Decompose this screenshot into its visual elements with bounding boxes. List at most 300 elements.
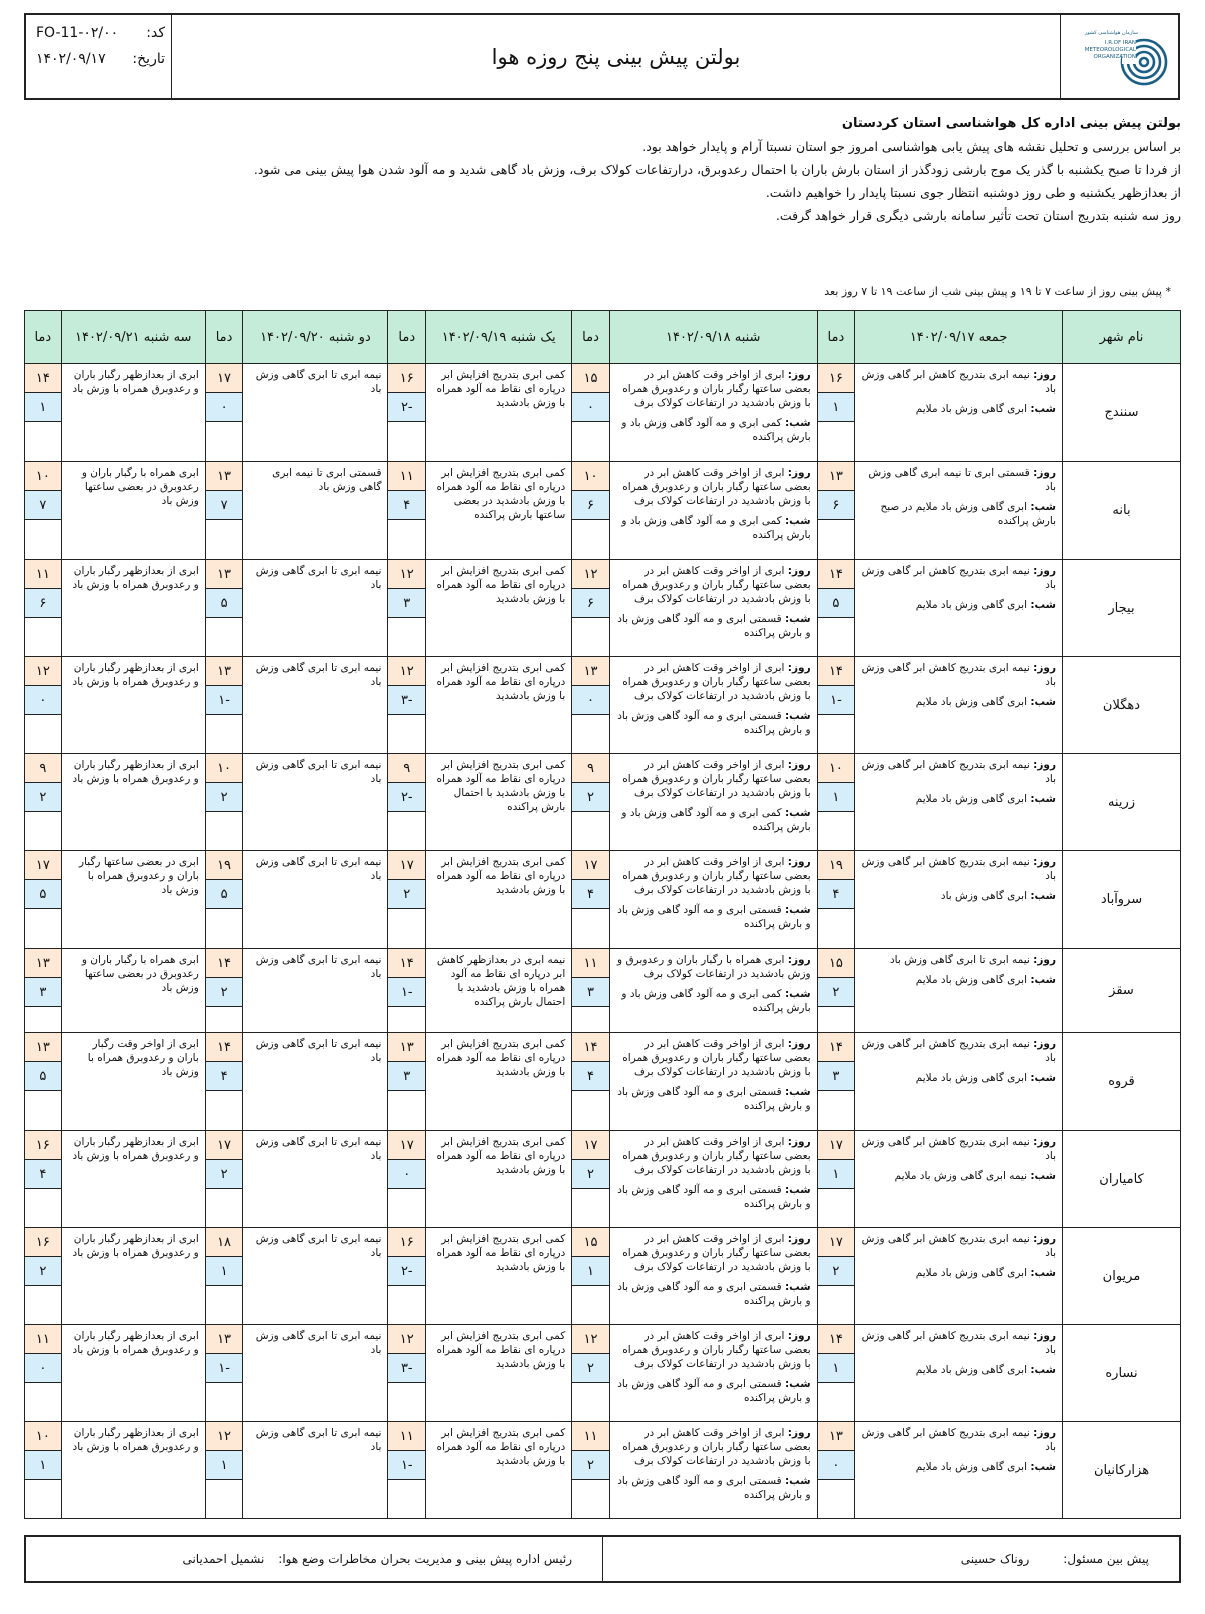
day-label: روز: (1033, 1038, 1056, 1050)
night-label: شب: (1030, 403, 1056, 415)
temp-cell (572, 1325, 610, 1422)
night-label: شب: (1030, 1170, 1056, 1182)
logo-text-3: ORGANIZATION (1093, 53, 1136, 60)
forecast-table (24, 310, 1181, 1519)
temp-cell (25, 1131, 62, 1228)
temp-cell (817, 1228, 855, 1325)
day-label: روز: (1033, 662, 1056, 674)
temp-cell (817, 364, 855, 462)
night-text: ابری گاهی وزش باد ملایم (915, 403, 1028, 415)
forecast-text: نیمه ابری تا ابری گاهی وزش باد (243, 1422, 388, 1519)
min-temp: ۲ (572, 1160, 609, 1189)
day-forecast (861, 1232, 1056, 1260)
min-temp: ۲ (206, 978, 243, 1007)
max-temp: ۹ (572, 754, 609, 783)
max-temp: ۱۷ (25, 851, 61, 880)
forecaster-cell (602, 1537, 1179, 1581)
max-temp: ۹ (25, 754, 61, 783)
night-text: ابری گاهی وزش باد ملایم (915, 974, 1028, 986)
day-forecast (861, 953, 1056, 967)
forecast-text (609, 560, 817, 657)
max-temp: ۱۱ (25, 560, 61, 589)
min-temp: ۰ (572, 686, 609, 715)
night-forecast (616, 903, 811, 931)
night-label: شب: (784, 1475, 811, 1487)
day-text: نیمه ابری بتدریج کاهش ابر گاهی وزش باد (861, 1427, 1056, 1453)
max-temp: ۱۳ (206, 462, 243, 491)
night-text: ابری گاهی وزش باد (940, 890, 1028, 902)
min-temp: ۲ (818, 978, 855, 1007)
night-label: شب: (1030, 1461, 1056, 1473)
forecast-text: کمی ابری بتدریج افزایش ابر درپاره ای نقاط مه آلود همراه با وزش بادشدید (426, 851, 572, 949)
temp-cell (205, 851, 243, 949)
forecast-text: کمی ابری بتدریج افزایش ابر درپاره ای نقاط مه آلود همراه با وزش بادشدید در بعضی ساعتها بارش پراکنده (426, 462, 572, 560)
signature-footer (24, 1535, 1181, 1583)
forecast-text (855, 1033, 1063, 1131)
night-label: شب: (784, 1086, 811, 1098)
min-temp: ۴ (388, 491, 425, 520)
max-temp: ۱۰ (572, 462, 609, 491)
table-row (25, 1131, 1181, 1228)
day-label: روز: (1033, 856, 1056, 868)
temp-cell (205, 462, 243, 560)
forecast-text: ابری از بعدازظهر رگبار باران و رعدوبرق همراه با وزش باد (61, 560, 205, 657)
day-forecast (861, 758, 1056, 786)
night-label: شب: (784, 613, 811, 625)
temp-cell (817, 1325, 855, 1422)
forecast-text (609, 1422, 817, 1519)
forecast-text: کمی ابری بتدریج افزایش ابر درپاره ای نقاط مه آلود همراه با وزش بادشدید (426, 1131, 572, 1228)
max-temp: ۱۲ (388, 1325, 425, 1354)
max-temp: ۱۳ (572, 657, 609, 686)
min-temp: ۱ (572, 1257, 609, 1286)
forecast-text: ابری همراه با رگبار باران و رعدوبرق در بعضی ساعتها وزش باد (61, 949, 205, 1033)
max-temp: ۱۷ (388, 851, 425, 880)
night-label: شب: (1030, 890, 1056, 902)
table-row (25, 1325, 1181, 1422)
logo-text-2: METEOROLOGICAL (1084, 46, 1136, 53)
night-forecast (616, 987, 811, 1015)
night-forecast (616, 1280, 811, 1308)
forecast-text: ابری از بعدازظهر رگبار باران و رعدوبرق همراه با وزش باد (61, 754, 205, 851)
temp-cell (205, 560, 243, 657)
temp-cell (572, 1033, 610, 1131)
max-temp: ۱۲ (388, 560, 425, 589)
temp-cell (572, 851, 610, 949)
temp-cell (205, 364, 243, 462)
max-temp: ۱۰ (25, 1422, 61, 1451)
max-temp: ۱۲ (206, 1422, 243, 1451)
table-row (25, 754, 1181, 851)
max-temp: ۱۴ (25, 364, 61, 393)
night-label: شب: (1030, 599, 1056, 611)
night-label: شب: (784, 988, 811, 1000)
day-text: نیمه ابری بتدریج کاهش ابر گاهی وزش باد (861, 759, 1056, 785)
day-text: ابری از اواخر وقت کاهش ابر در بعضی ساعتها رگبار باران و رعدوبرق همراه با وزش بادشدید در ارتفاعات کولاک برف (622, 1038, 811, 1078)
night-label: شب: (784, 1281, 811, 1293)
temp-header: دما (388, 311, 426, 364)
min-temp: ۷ (206, 491, 243, 520)
table-row (25, 1422, 1181, 1519)
forecast-text (855, 364, 1063, 462)
min-temp: -۳ (388, 686, 425, 715)
min-temp: ۲ (206, 1160, 243, 1189)
min-temp: ۵ (206, 589, 243, 618)
day-forecast (616, 564, 811, 606)
day-text: ابری از اواخر وقت کاهش ابر در بعضی ساعتها رگبار باران و رعدوبرق همراه با وزش بادشدید در ارتفاعات کولاک برف (622, 565, 811, 605)
max-temp: ۱۳ (818, 462, 855, 491)
night-forecast (861, 792, 1056, 806)
min-temp: ۲ (818, 1257, 855, 1286)
date-value: ۱۴۰۲/۰۹/۱۷ (36, 51, 106, 67)
night-text: قسمتی ابری و مه آلود گاهی وزش باد و بارش پراکنده (617, 1184, 811, 1210)
max-temp: ۱۳ (388, 1033, 425, 1062)
max-temp: ۱۴ (818, 657, 855, 686)
night-label: شب: (784, 1184, 811, 1196)
forecast-text (609, 1033, 817, 1131)
night-label: شب: (1030, 501, 1056, 513)
max-temp: ۱۷ (572, 1131, 609, 1160)
day-label: روز: (787, 1330, 811, 1342)
day-text: نیمه ابری بتدریج کاهش ابر گاهی وزش باد (861, 1136, 1056, 1162)
forecast-text (855, 949, 1063, 1033)
temp-cell (205, 1325, 243, 1422)
min-temp: ۰ (25, 1354, 61, 1383)
min-temp: ۵ (25, 880, 61, 909)
forecast-text: نیمه ابری تا ابری گاهی وزش باد (243, 1033, 388, 1131)
forecast-text (609, 1228, 817, 1325)
max-temp: ۱۴ (206, 949, 243, 978)
forecast-text (609, 657, 817, 754)
table-row (25, 1228, 1181, 1325)
min-temp: ۶ (572, 589, 609, 618)
forecast-text (855, 1228, 1063, 1325)
table-row (25, 949, 1181, 1033)
temp-cell (572, 1228, 610, 1325)
page-title: بولتن پیش بینی پنج روزه هوا (491, 44, 741, 69)
max-temp: ۱۶ (25, 1228, 61, 1257)
min-temp: ۲ (206, 783, 243, 812)
day-text: ابری از اواخر وقت کاهش ابر در بعضی ساعتها رگبار باران و رعدوبرق همراه با وزش بادشدید در ارتفاعات کولاک برف (622, 369, 811, 409)
day-forecast (861, 1329, 1056, 1357)
day-text: ابری از اواخر وقت کاهش ابر در بعضی ساعتها رگبار باران و رعدوبرق همراه با وزش بادشدید در ارتفاعات کولاک برف (622, 467, 811, 507)
forecast-text: نیمه ابری تا ابری گاهی وزش باد (243, 949, 388, 1033)
night-label: شب: (784, 1378, 811, 1390)
temp-cell (572, 657, 610, 754)
city-name: سنندج (1063, 364, 1181, 462)
temp-cell (388, 462, 426, 560)
night-label: شب: (1030, 1072, 1056, 1084)
day-text: نیمه ابری بتدریج کاهش ابر گاهی وزش باد (861, 1233, 1056, 1259)
max-temp: ۱۴ (818, 560, 855, 589)
forecast-text: ابری از بعدازظهر رگبار باران و رعدوبرق همراه با وزش باد (61, 1131, 205, 1228)
day-text: ابری از اواخر وقت کاهش ابر در بعضی ساعتها رگبار باران و رعدوبرق همراه با وزش بادشدید در ارتفاعات کولاک برف (622, 759, 811, 799)
min-temp: ۲ (388, 880, 425, 909)
night-forecast (616, 806, 811, 834)
day-header: شنبه ۱۴۰۲/۰۹/۱۸ (609, 311, 817, 364)
temp-cell (25, 657, 62, 754)
day-forecast (616, 855, 811, 897)
forecast-text: کمی ابری بتدریج افزایش ابر درپاره ای نقاط مه آلود همراه با وزش بادشدید (426, 1033, 572, 1131)
temp-cell (25, 949, 62, 1033)
day-label: روز: (1033, 759, 1056, 771)
max-temp: ۱۶ (818, 364, 855, 393)
intro-line: از بعدازظهر یکشنبه و طی روز دوشنبه انتظار جوی نسبتا پایدار را خواهیم داشت. (765, 185, 1181, 200)
max-temp: ۱۱ (25, 1325, 61, 1354)
temp-cell (25, 1228, 62, 1325)
max-temp: ۱۷ (206, 1131, 243, 1160)
forecast-text: ابری از اواخر وقت رگبار باران و رعدوبرق همراه با وزش باد (61, 1033, 205, 1131)
max-temp: ۱۱ (388, 462, 425, 491)
night-forecast (861, 402, 1056, 416)
day-forecast (861, 368, 1056, 396)
night-forecast (616, 709, 811, 737)
min-temp: ۶ (818, 491, 855, 520)
max-temp: ۱۸ (206, 1228, 243, 1257)
night-text: قسمتی ابری و مه آلود گاهی وزش باد و بارش پراکنده (617, 1281, 811, 1307)
temp-cell (205, 1228, 243, 1325)
forecast-text: کمی ابری بتدریج افزایش ابر درپاره ای نقاط مه آلود همراه با وزش بادشدید (426, 657, 572, 754)
temp-cell (817, 560, 855, 657)
night-label: شب: (1030, 793, 1056, 805)
temp-cell (25, 1422, 62, 1519)
min-temp: ۱ (818, 393, 855, 422)
table-row (25, 560, 1181, 657)
min-temp: ۴ (572, 880, 609, 909)
temp-header: دما (25, 311, 62, 364)
city-header: نام شهر (1063, 311, 1181, 364)
temp-cell (388, 851, 426, 949)
day-text: قسمتی ابری تا نیمه ابری گاهی وزش باد (868, 467, 1056, 493)
night-text: ابری گاهی وزش باد ملایم (915, 793, 1028, 805)
max-temp: ۱۱ (572, 949, 609, 978)
intro-line: روز سه شنبه بتدریج استان تحت تأثیر سامانه بارشی دیگری قرار خواهد گرفت. (775, 208, 1181, 223)
min-temp: -۲ (388, 783, 425, 812)
temp-header: دما (572, 311, 610, 364)
temp-cell (817, 1422, 855, 1519)
min-temp: ۰ (206, 393, 243, 422)
table-row (25, 657, 1181, 754)
forecast-text: ابری از بعدازظهر رگبار باران و رعدوبرق همراه با وزش باد (61, 1422, 205, 1519)
min-temp: ۶ (25, 589, 61, 618)
night-forecast (616, 1377, 811, 1405)
night-text: ابری گاهی وزش باد ملایم (915, 1461, 1028, 1473)
table-header-row (25, 311, 1181, 364)
min-temp: ۳ (388, 1062, 425, 1091)
min-temp: ۱ (206, 1451, 243, 1480)
day-forecast (861, 466, 1056, 494)
day-text: نیمه ابری تا ابری گاهی وزش باد (889, 954, 1030, 966)
temp-cell (25, 1033, 62, 1131)
night-forecast (861, 1071, 1056, 1085)
max-temp: ۱۷ (572, 851, 609, 880)
day-label: روز: (787, 1233, 811, 1245)
max-temp: ۱۷ (388, 1131, 425, 1160)
day-forecast (616, 1232, 811, 1274)
min-temp: ۷ (25, 491, 61, 520)
day-forecast (861, 1426, 1056, 1454)
max-temp: ۱۶ (388, 364, 425, 393)
max-temp: ۱۲ (572, 1325, 609, 1354)
day-label: روز: (1033, 1136, 1056, 1148)
night-forecast (861, 1169, 1056, 1183)
temp-header: دما (817, 311, 855, 364)
city-name: دهگلان (1063, 657, 1181, 754)
min-temp: ۳ (818, 1062, 855, 1091)
city-name: بانه (1063, 462, 1181, 560)
day-forecast (861, 1135, 1056, 1163)
min-temp: -۱ (206, 1354, 243, 1383)
max-temp: ۱۴ (818, 1325, 855, 1354)
forecast-text (609, 1131, 817, 1228)
forecast-text (855, 560, 1063, 657)
day-label: روز: (787, 1136, 811, 1148)
temp-cell (388, 364, 426, 462)
forecast-text: نیمه ابری تا ابری گاهی وزش باد (243, 1325, 388, 1422)
code-date-box (26, 15, 172, 98)
temp-cell (388, 1422, 426, 1519)
bulletin-header (24, 13, 1180, 100)
forecast-text: ابری از بعدازظهر رگبار باران و رعدوبرق همراه با وزش باد (61, 1228, 205, 1325)
forecast-text: ابری از بعدازظهر رگبار باران و رعدوبرق همراه با وزش باد (61, 657, 205, 754)
table-row (25, 1033, 1181, 1131)
day-header: یک شنبه ۱۴۰۲/۰۹/۱۹ (426, 311, 572, 364)
day-label: روز: (1033, 954, 1056, 966)
day-forecast (616, 758, 811, 800)
date-label: تاریخ: (132, 51, 165, 67)
temp-cell (388, 1033, 426, 1131)
logo-text-fa: سازمان هواشناسی کشور (1084, 29, 1138, 36)
forecast-text (855, 462, 1063, 560)
forecast-text: کمی ابری بتدریج افزایش ابر درپاره ای نقاط مه آلود همراه با وزش بادشدید (426, 1228, 572, 1325)
forecast-text: ابری از بعدازظهر رگبار باران و رعدوبرق همراه با وزش باد (61, 364, 205, 462)
temp-cell (817, 462, 855, 560)
temp-cell (25, 364, 62, 462)
min-temp: ۱ (25, 1451, 61, 1480)
day-forecast (616, 661, 811, 703)
day-text: ابری از اواخر وقت کاهش ابر در بعضی ساعتها رگبار باران و رعدوبرق همراه با وزش بادشدید در ارتفاعات کولاک برف (622, 662, 811, 702)
min-temp: ۳ (572, 978, 609, 1007)
forecast-text (609, 1325, 817, 1422)
day-forecast (616, 953, 811, 981)
night-text: کمی ابری و مه آلود گاهی وزش باد و بارش پراکنده (621, 515, 811, 541)
day-label: روز: (787, 467, 811, 479)
forecast-text: ابری از بعدازظهر رگبار باران و رعدوبرق همراه با وزش باد (61, 1325, 205, 1422)
min-temp: ۲ (572, 783, 609, 812)
night-text: کمی ابری و مه آلود گاهی وزش باد و بارش پراکنده (621, 807, 811, 833)
max-temp: ۱۲ (25, 657, 61, 686)
min-temp: -۱ (388, 978, 425, 1007)
min-temp: -۱ (206, 686, 243, 715)
max-temp: ۱۶ (388, 1228, 425, 1257)
night-text: قسمتی ابری و مه آلود گاهی وزش باد و بارش پراکنده (617, 904, 811, 930)
temp-cell (817, 657, 855, 754)
forecast-text: نیمه ابری تا ابری گاهی وزش باد (243, 560, 388, 657)
night-text: قسمتی ابری و مه آلود گاهی وزش باد و بارش پراکنده (617, 1086, 811, 1112)
max-temp: ۱۵ (572, 364, 609, 393)
max-temp: ۱۳ (25, 949, 61, 978)
temp-cell (25, 754, 62, 851)
night-label: شب: (1030, 1267, 1056, 1279)
min-temp: ۲ (572, 1451, 609, 1480)
day-text: ابری از اواخر وقت کاهش ابر در بعضی ساعتها رگبار باران و رعدوبرق همراه با وزش بادشدید در ارتفاعات کولاک برف (622, 1233, 811, 1273)
night-forecast (861, 973, 1056, 987)
day-label: روز: (1033, 565, 1056, 577)
day-text: ابری از اواخر وقت کاهش ابر در بعضی ساعتها رگبار باران و رعدوبرق همراه با وزش بادشدید در ارتفاعات کولاک برف (622, 1330, 811, 1370)
night-forecast (861, 500, 1056, 528)
temp-cell (388, 949, 426, 1033)
max-temp: ۱۰ (25, 462, 61, 491)
min-temp: ۶ (572, 491, 609, 520)
min-temp: ۴ (25, 1160, 61, 1189)
code-label: کد: (146, 25, 165, 41)
forecast-text (609, 754, 817, 851)
city-name: کامیاران (1063, 1131, 1181, 1228)
temp-cell (205, 1033, 243, 1131)
day-label: روز: (787, 856, 811, 868)
night-text: کمی ابری و مه آلود گاهی وزش باد و بارش پراکنده (621, 988, 811, 1014)
night-text: ابری گاهی وزش باد ملایم (915, 599, 1028, 611)
forecast-text: کمی ابری بتدریج افزایش ابر درپاره ای نقاط مه آلود همراه با وزش بادشدید با احتمال بارش پراکنده (426, 754, 572, 851)
forecast-text: کمی ابری بتدریج افزایش ابر درپاره ای نقاط مه آلود همراه با وزش بادشدید (426, 364, 572, 462)
max-temp: ۱۶ (25, 1131, 61, 1160)
forecast-text: نیمه ابری تا ابری گاهی وزش باد (243, 657, 388, 754)
max-temp: ۱۴ (572, 1033, 609, 1062)
min-temp: -۳ (388, 1354, 425, 1383)
day-text: نیمه ابری بتدریج کاهش ابر گاهی وزش باد (861, 662, 1056, 688)
night-text: قسمتی ابری و مه آلود گاهی وزش باد و بارش پراکنده (617, 613, 811, 639)
max-temp: ۹ (388, 754, 425, 783)
night-text: ابری گاهی وزش باد ملایم (915, 1072, 1028, 1084)
temp-cell (388, 754, 426, 851)
day-text: نیمه ابری بتدریج کاهش ابر گاهی وزش باد (861, 565, 1056, 591)
night-label: شب: (784, 417, 811, 429)
max-temp: ۱۹ (818, 851, 855, 880)
forecast-text: کمی ابری بتدریج افزایش ابر درپاره ای نقاط مه آلود همراه با وزش بادشدید (426, 1325, 572, 1422)
max-temp: ۱۳ (206, 560, 243, 589)
temp-cell (572, 364, 610, 462)
day-label: روز: (787, 662, 811, 674)
max-temp: ۱۳ (818, 1422, 855, 1451)
night-text: ابری گاهی وزش باد ملایم در صبح بارش پراکنده (880, 501, 1056, 527)
day-label: روز: (787, 759, 811, 771)
max-temp: ۱۴ (818, 1033, 855, 1062)
temp-cell (205, 657, 243, 754)
table-row (25, 851, 1181, 949)
city-name: سروآباد (1063, 851, 1181, 949)
min-temp: ۰ (388, 1160, 425, 1189)
temp-cell (388, 657, 426, 754)
day-label: روز: (1033, 1233, 1056, 1245)
night-text: ابری گاهی وزش باد ملایم (915, 1267, 1028, 1279)
forecast-text: کمی ابری بتدریج افزایش ابر درپاره ای نقاط مه آلود همراه با وزش بادشدید (426, 1422, 572, 1519)
min-temp: -۲ (388, 1257, 425, 1286)
forecast-text (609, 949, 817, 1033)
head-label: رئیس اداره پیش بینی و مدیریت بحران مخاطرات وضع هوا: (278, 1552, 572, 1566)
night-forecast (616, 1085, 811, 1113)
max-temp: ۱۳ (206, 1325, 243, 1354)
forecast-text (855, 851, 1063, 949)
temp-cell (572, 1422, 610, 1519)
city-name: هزارکانیان (1063, 1422, 1181, 1519)
temp-cell (572, 949, 610, 1033)
day-label: روز: (787, 954, 811, 966)
night-text: ابری گاهی وزش باد ملایم (915, 696, 1028, 708)
night-forecast (861, 1266, 1056, 1280)
city-name: زرینه (1063, 754, 1181, 851)
night-forecast (616, 1474, 811, 1502)
day-label: روز: (787, 1038, 811, 1050)
